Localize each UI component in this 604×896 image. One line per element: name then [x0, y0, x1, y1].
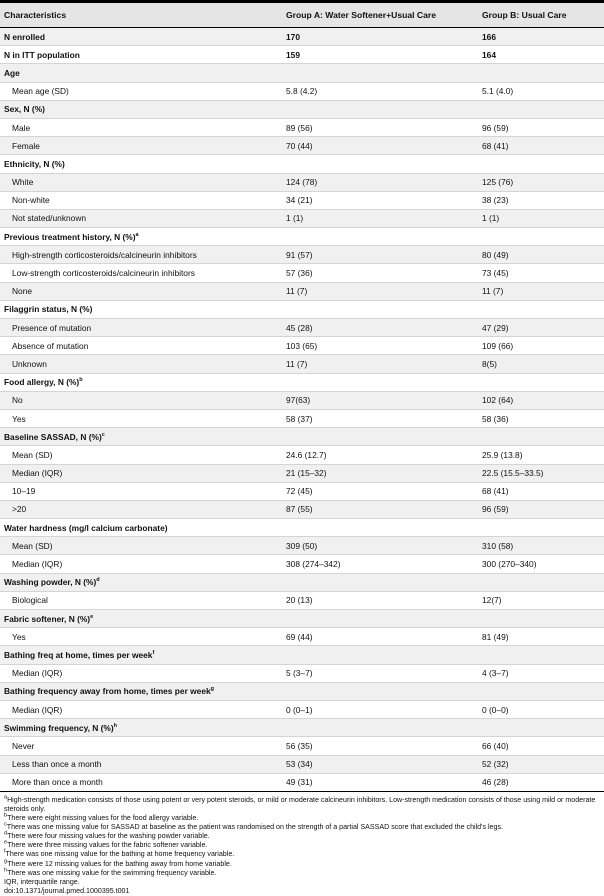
- row-label: [0, 591, 282, 609]
- footnote-marker: a: [4, 794, 8, 801]
- group-a-value: 159: [282, 46, 478, 64]
- group-b-value: [478, 682, 604, 700]
- group-b-value: 164: [478, 46, 604, 64]
- footnote-text: There were four missing values for the washing powder variable.: [7, 832, 210, 841]
- group-a-value: 124 (78): [282, 173, 478, 191]
- row-label: [0, 355, 282, 373]
- section-row: [0, 682, 604, 700]
- table-row: [0, 737, 604, 755]
- row-label: [0, 137, 282, 155]
- row-label: [0, 64, 282, 82]
- footnote-marker: e: [4, 839, 8, 846]
- row-label-text: Yes: [12, 631, 26, 642]
- footnote-marker: c: [101, 431, 105, 438]
- group-a-value: 1 (1): [282, 209, 478, 227]
- footnote-marker: h: [113, 722, 118, 729]
- row-label-text: Male: [12, 122, 31, 133]
- group-a-value: 58 (37): [282, 409, 478, 427]
- row-label-text: Median (IQR): [12, 559, 63, 570]
- group-b-value: [478, 373, 604, 391]
- table-row: [0, 137, 604, 155]
- group-a-value: [282, 646, 478, 664]
- group-b-value: 58 (36): [478, 409, 604, 427]
- row-label-text: Low-strength corticosteroids/calcineurin inhibitors: [12, 268, 195, 279]
- footnote-text: There were 12 missing values for the bathing away from home variable.: [7, 859, 232, 868]
- table-row: [0, 555, 604, 573]
- group-b-value: 5.1 (4.0): [478, 82, 604, 100]
- group-a-value: [282, 610, 478, 628]
- row-label-text: More than once a month: [12, 777, 103, 788]
- row-label-text: Unknown: [12, 358, 47, 369]
- row-label: [0, 755, 282, 773]
- row-label: [0, 100, 282, 118]
- footnote: [4, 878, 604, 887]
- group-a-value: 56 (35): [282, 737, 478, 755]
- row-label-text: Previous treatment history, N (%): [4, 231, 136, 242]
- group-b-value: 1 (1): [478, 209, 604, 227]
- header-group-b: Group B: Usual Care: [478, 2, 604, 28]
- table-row: [0, 118, 604, 136]
- row-label: [0, 446, 282, 464]
- section-row: [0, 46, 604, 64]
- row-label-text: Non-white: [12, 195, 50, 206]
- group-b-value: 66 (40): [478, 737, 604, 755]
- table-row: [0, 355, 604, 373]
- row-label-text: Bathing freq at home, times per week: [4, 649, 153, 660]
- row-label-text: Median (IQR): [12, 668, 63, 679]
- table-footnotes: [0, 792, 604, 896]
- row-label-text: Fabric softener, N (%): [4, 613, 91, 624]
- row-label: [0, 191, 282, 209]
- group-a-value: [282, 573, 478, 591]
- table-header-row: [0, 2, 604, 28]
- row-label-text: 10–19: [12, 486, 36, 497]
- row-label-text: Female: [12, 140, 40, 151]
- group-b-value: 0 (0–0): [478, 700, 604, 718]
- row-label-text: Biological: [12, 595, 48, 606]
- row-label: [0, 373, 282, 391]
- table-body: [0, 28, 604, 792]
- group-b-value: 25.9 (13.8): [478, 446, 604, 464]
- footnote-marker: g: [210, 686, 215, 693]
- group-b-value: 81 (49): [478, 628, 604, 646]
- row-label-text: Washing powder, N (%): [4, 577, 97, 588]
- row-label-text: Baseline SASSAD, N (%): [4, 431, 102, 442]
- table-row: [0, 319, 604, 337]
- row-label: [0, 555, 282, 573]
- table-row: [0, 773, 604, 791]
- group-b-value: 310 (58): [478, 537, 604, 555]
- table-row: [0, 591, 604, 609]
- group-a-value: [282, 519, 478, 537]
- group-b-value: [478, 573, 604, 591]
- footnote: [4, 832, 604, 841]
- group-b-value: [478, 519, 604, 537]
- footnote-marker: f: [4, 849, 6, 856]
- group-a-value: [282, 428, 478, 446]
- footnote: [4, 841, 604, 850]
- group-a-value: 5.8 (4.2): [282, 82, 478, 100]
- footnote-marker: b: [4, 812, 8, 819]
- footnote: [4, 796, 604, 814]
- row-label: [0, 246, 282, 264]
- row-label: [0, 173, 282, 191]
- table-row: [0, 464, 604, 482]
- row-label: [0, 610, 282, 628]
- row-label: [0, 46, 282, 64]
- row-label-text: No: [12, 395, 23, 406]
- table-row: [0, 628, 604, 646]
- section-row: [0, 573, 604, 591]
- row-label: [0, 264, 282, 282]
- group-a-value: 97(63): [282, 391, 478, 409]
- row-label: [0, 300, 282, 318]
- row-label: [0, 500, 282, 518]
- footnote-text: IQR, interquartile range.: [4, 877, 80, 886]
- group-b-value: [478, 100, 604, 118]
- row-label-text: Median (IQR): [12, 468, 63, 479]
- table-row: [0, 755, 604, 773]
- section-row: [0, 64, 604, 82]
- footnote: [4, 869, 604, 878]
- footnote: [4, 850, 604, 859]
- group-b-value: 68 (41): [478, 482, 604, 500]
- footnote-marker: c: [4, 821, 7, 828]
- footnote-text: High-strength medication consists of those using potent or very potent steroids, or mild or moderate calcineurin inhibitors. Low-strength medication consists of those using mild or moderate steroids only.: [4, 795, 596, 813]
- group-a-value: 5 (3–7): [282, 664, 478, 682]
- row-label: [0, 719, 282, 737]
- group-a-value: [282, 64, 478, 82]
- group-b-value: [478, 428, 604, 446]
- footnote: [4, 814, 604, 823]
- section-row: [0, 519, 604, 537]
- footnote-text: doi:10.1371/journal.pmed.1000395.t001: [4, 886, 130, 895]
- row-label: [0, 282, 282, 300]
- table-row: [0, 264, 604, 282]
- group-a-value: [282, 300, 478, 318]
- row-label: [0, 664, 282, 682]
- header-characteristics: Characteristics: [0, 2, 282, 28]
- footnote-marker: d: [4, 830, 8, 837]
- table-row: [0, 537, 604, 555]
- table-row: [0, 482, 604, 500]
- group-a-value: 24.6 (12.7): [282, 446, 478, 464]
- group-b-value: 46 (28): [478, 773, 604, 791]
- row-label-text: Bathing frequency away from home, times per week: [4, 686, 211, 697]
- group-a-value: 45 (28): [282, 319, 478, 337]
- row-label: [0, 409, 282, 427]
- row-label: [0, 464, 282, 482]
- group-a-value: 103 (65): [282, 337, 478, 355]
- group-b-value: 80 (49): [478, 246, 604, 264]
- group-b-value: [478, 155, 604, 173]
- section-row: [0, 155, 604, 173]
- group-a-value: 72 (45): [282, 482, 478, 500]
- group-b-value: 11 (7): [478, 282, 604, 300]
- group-a-value: 69 (44): [282, 628, 478, 646]
- row-label-text: Absence of mutation: [12, 340, 89, 351]
- table-row: [0, 409, 604, 427]
- row-label: [0, 700, 282, 718]
- group-a-value: 170: [282, 28, 478, 46]
- row-label: [0, 573, 282, 591]
- row-label: [0, 155, 282, 173]
- group-a-value: 91 (57): [282, 246, 478, 264]
- group-b-value: 52 (32): [478, 755, 604, 773]
- group-b-value: 166: [478, 28, 604, 46]
- section-row: [0, 610, 604, 628]
- row-label: [0, 337, 282, 355]
- row-label-text: Swimming frequency, N (%): [4, 722, 114, 733]
- footnote-text: There was one missing value for the bathing at home frequency variable.: [5, 850, 235, 859]
- group-a-value: 21 (15–32): [282, 464, 478, 482]
- group-a-value: [282, 155, 478, 173]
- row-label-text: High-strength corticosteroids/calcineurin inhibitors: [12, 249, 197, 260]
- section-row: [0, 719, 604, 737]
- table-row: [0, 246, 604, 264]
- row-label: [0, 646, 282, 664]
- group-a-value: [282, 228, 478, 246]
- row-label-text: White: [12, 177, 34, 188]
- row-label: [0, 391, 282, 409]
- row-label: [0, 428, 282, 446]
- section-row: [0, 428, 604, 446]
- row-label-text: Median (IQR): [12, 704, 63, 715]
- group-b-value: 300 (270–340): [478, 555, 604, 573]
- group-a-value: 11 (7): [282, 282, 478, 300]
- group-a-value: 11 (7): [282, 355, 478, 373]
- group-a-value: 34 (21): [282, 191, 478, 209]
- group-b-value: [478, 610, 604, 628]
- section-row: [0, 646, 604, 664]
- footnote: [4, 860, 604, 869]
- row-label-text: Mean (SD): [12, 540, 53, 551]
- row-label-text: Presence of mutation: [12, 322, 92, 333]
- row-label-text: Age: [4, 67, 20, 78]
- row-label: [0, 682, 282, 700]
- footnote-marker: g: [4, 858, 8, 865]
- group-a-value: [282, 373, 478, 391]
- footnote-marker: e: [90, 613, 94, 620]
- row-label-text: Filaggrin status, N (%): [4, 304, 93, 315]
- row-label-text: None: [12, 286, 33, 297]
- footnote-marker: h: [4, 867, 8, 874]
- group-b-value: 96 (59): [478, 118, 604, 136]
- section-row: [0, 373, 604, 391]
- table-row: [0, 173, 604, 191]
- row-label-text: N enrolled: [4, 31, 45, 42]
- table-row: [0, 191, 604, 209]
- group-b-value: 12(7): [478, 591, 604, 609]
- group-a-value: 308 (274–342): [282, 555, 478, 573]
- row-label: [0, 519, 282, 537]
- footnote-marker: b: [79, 377, 83, 384]
- row-label-text: Mean age (SD): [12, 86, 69, 97]
- group-b-value: 22.5 (15.5–33.5): [478, 464, 604, 482]
- group-a-value: 49 (31): [282, 773, 478, 791]
- group-a-value: 309 (50): [282, 537, 478, 555]
- row-label-text: N in ITT population: [4, 49, 80, 60]
- group-a-value: 53 (34): [282, 755, 478, 773]
- group-a-value: 87 (55): [282, 500, 478, 518]
- group-a-value: 20 (13): [282, 591, 478, 609]
- table-row: [0, 282, 604, 300]
- row-label: [0, 628, 282, 646]
- group-b-value: 73 (45): [478, 264, 604, 282]
- row-label: [0, 209, 282, 227]
- row-label-text: Mean (SD): [12, 449, 53, 460]
- row-label-text: Food allergy, N (%): [4, 377, 80, 388]
- row-label-text: Less than once a month: [12, 759, 102, 770]
- table-row: [0, 337, 604, 355]
- footnote-marker: d: [96, 577, 100, 584]
- group-b-value: 68 (41): [478, 137, 604, 155]
- section-row: [0, 28, 604, 46]
- header-group-a: Group A: Water Softener+Usual Care: [282, 2, 478, 28]
- row-label: [0, 737, 282, 755]
- table-row: [0, 500, 604, 518]
- group-a-value: 57 (36): [282, 264, 478, 282]
- group-b-value: [478, 300, 604, 318]
- group-b-value: 125 (76): [478, 173, 604, 191]
- row-label: [0, 228, 282, 246]
- group-a-value: [282, 682, 478, 700]
- row-label: [0, 118, 282, 136]
- footnote-marker: f: [152, 650, 155, 657]
- row-label-text: Not stated/unknown: [12, 213, 87, 224]
- footnote: [4, 823, 604, 832]
- group-b-value: [478, 646, 604, 664]
- footnote: [4, 887, 604, 896]
- table-row: [0, 700, 604, 718]
- group-b-value: 109 (66): [478, 337, 604, 355]
- group-b-value: 96 (59): [478, 500, 604, 518]
- group-b-value: [478, 719, 604, 737]
- row-label: [0, 537, 282, 555]
- row-label: [0, 82, 282, 100]
- row-label: [0, 319, 282, 337]
- row-label: [0, 28, 282, 46]
- group-a-value: 0 (0–1): [282, 700, 478, 718]
- group-b-value: 102 (64): [478, 391, 604, 409]
- row-label-text: Yes: [12, 413, 26, 424]
- footnote-text: There were three missing values for the fabric softener variable.: [7, 841, 208, 850]
- row-label-text: >20: [12, 504, 27, 515]
- group-a-value: 70 (44): [282, 137, 478, 155]
- group-b-value: 4 (3–7): [478, 664, 604, 682]
- row-label: [0, 773, 282, 791]
- section-row: [0, 228, 604, 246]
- table-row: [0, 446, 604, 464]
- footnote-text: There was one missing value for SASSAD at baseline as the patient was randomised on the strength of a partial SASSAD score that excluded the child's legs.: [6, 823, 503, 832]
- footnote-text: There were eight missing values for the food allergy variable.: [7, 814, 199, 823]
- row-label: [0, 482, 282, 500]
- group-b-value: 8(5): [478, 355, 604, 373]
- table-row: [0, 82, 604, 100]
- row-label-text: Sex, N (%): [4, 104, 45, 115]
- group-a-value: [282, 719, 478, 737]
- group-b-value: 47 (29): [478, 319, 604, 337]
- section-row: [0, 100, 604, 118]
- row-label-text: Ethnicity, N (%): [4, 158, 65, 169]
- row-label-text: Water hardness (mg/l calcium carbonate): [4, 522, 168, 533]
- group-b-value: [478, 64, 604, 82]
- section-row: [0, 300, 604, 318]
- group-b-value: 38 (23): [478, 191, 604, 209]
- table-row: [0, 209, 604, 227]
- table-row: [0, 391, 604, 409]
- group-b-value: [478, 228, 604, 246]
- group-a-value: 89 (56): [282, 118, 478, 136]
- table-row: [0, 664, 604, 682]
- row-label-text: Never: [12, 740, 35, 751]
- footnote-text: There was one missing value for the swimming frequency variable.: [7, 868, 217, 877]
- group-a-value: [282, 100, 478, 118]
- footnote-marker: a: [135, 231, 139, 238]
